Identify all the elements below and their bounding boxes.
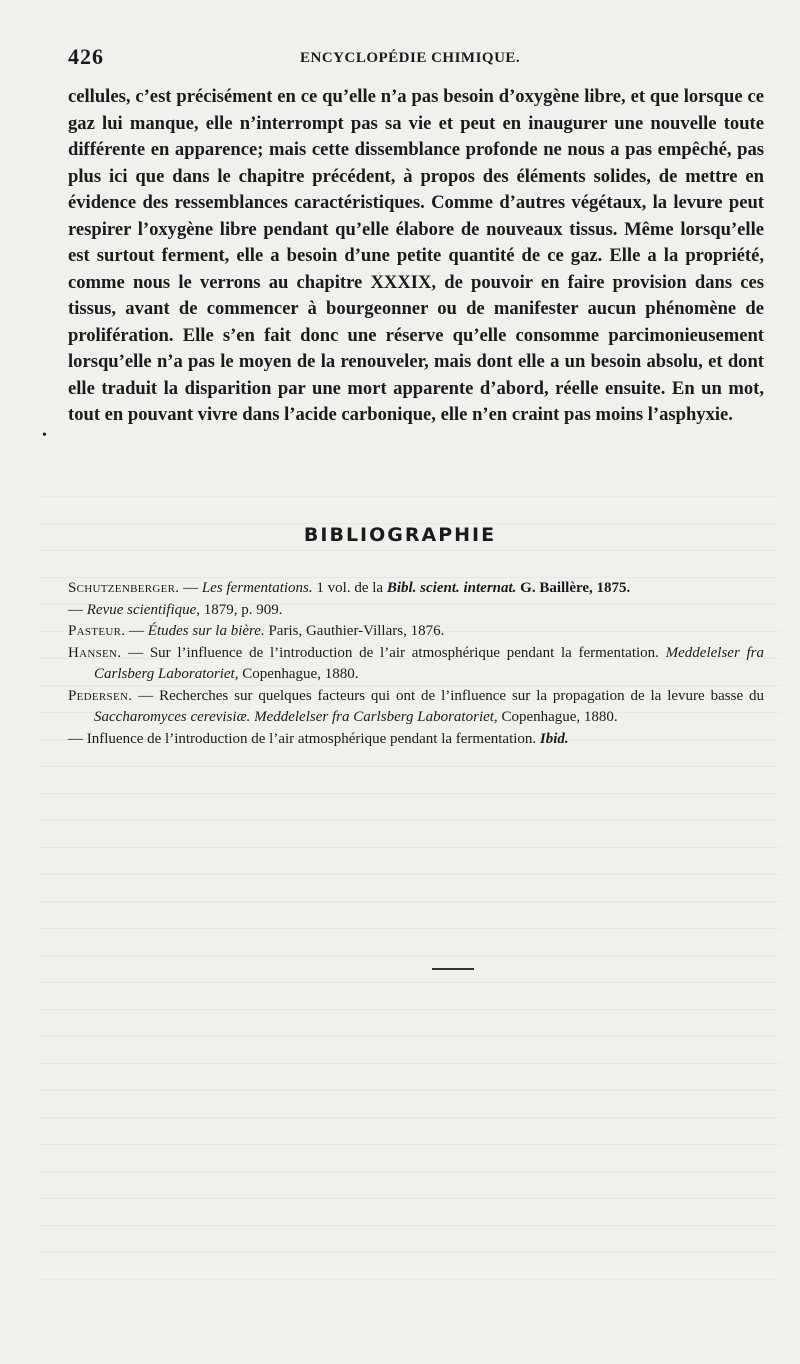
entry-text-end: Copenhague, 1880.	[238, 666, 359, 682]
bibliography-list	[68, 578, 764, 750]
entry-author: Hansen.	[68, 644, 122, 661]
entry-text: 1 vol. de la	[312, 580, 387, 596]
entry-text: Influence de l’introduction de l’air atmosphérique pendant la fermentation.	[86, 730, 540, 747]
entry-title: Les fermentations.	[201, 580, 313, 596]
margin-dot: •	[42, 428, 47, 443]
running-head: ENCYCLOPÉDIE CHIMIQUE.	[300, 50, 521, 66]
page-number: 426	[68, 44, 104, 69]
entry-separator: —	[179, 580, 202, 596]
bibliography-entry	[68, 578, 764, 600]
bibliography-entry	[68, 729, 764, 751]
entry-title: Études sur la bière.	[147, 623, 265, 639]
body-paragraph: cellules, c’est précisément en ce qu’elle n’a pas besoin d’oxygène libre, et que lorsque ce gaz lui manque, elle n’interrompt pas sa vie et peut en inaugurer une nouvelle toute différente en apparence; mais cette dissemblance profonde ne nous a pas empêché, pas plus ici que dans le chapitre précédent, à propos des éléments solides, de mettre en évidence des ressemblances caractéristiques. Comme d’autres végétaux, la levure peut respirer l’oxygène libre pendant qu’elle élabore de nouveaux tissus. Même lorsqu’elle est surtout ferment, elle a besoin d’une petite quantité de ce gaz. Elle a la propriété, comme nous le verrons au chapitre XXXIX, de pouvoir en faire provision dans ces tissus, avant de commencer à bourgeonner ou de manifester aucun phénomène de prolifération. Elle s’en fait donc une réserve qu’elle consomme parcimonieusement lorsqu’elle n’a pas le moyen de la renouveler, mais dont elle a un besoin absolu, et dont elle traduit la disparition par une mort apparente d’abord, réelle ensuite. En un mot, tout en pouvant vivre dans l’acide carbonique, elle n’en craint pas moins l’asphyxie.	[68, 86, 764, 425]
entry-title: Revue scientifique,	[86, 601, 201, 618]
entry-series: Saccharomyces cerevisiæ. Meddelelser fra Carlsberg Laboratoriet,	[94, 709, 498, 725]
entry-author: Schutzenberger.	[68, 580, 180, 596]
section-title: BIBLIOGRAPHIE	[303, 524, 497, 546]
entry-series: Bibl. scient. internat.	[386, 580, 517, 596]
entry-text: 1879, p. 909.	[200, 601, 283, 618]
bibliography-entry	[68, 621, 764, 643]
entry-separator: —	[121, 644, 150, 661]
entry-author: Pedersen.	[68, 687, 133, 704]
page-header	[68, 44, 760, 70]
entry-separator: —	[68, 601, 87, 618]
entry-series: Meddelelser fra Carlsberg Laboratoriet,	[94, 644, 765, 682]
bibliography-entry	[68, 600, 764, 622]
end-rule	[432, 968, 474, 970]
entry-separator: —	[132, 687, 160, 704]
entry-text-end: G. Baillère, 1875.	[516, 580, 631, 596]
entry-text-end: Copenhague, 1880.	[497, 709, 618, 725]
entry-separator: —	[68, 730, 87, 747]
entry-text: Paris, Gauthier-Villars, 1876.	[264, 623, 445, 639]
body-text	[68, 84, 764, 429]
entry-separator: —	[125, 623, 148, 639]
entry-author: Pasteur.	[68, 623, 126, 639]
bibliography-entry	[68, 686, 764, 729]
entry-series: Ibid.	[539, 730, 569, 747]
entry-text: Recherches sur quelques facteurs qui ont de l’influence sur la propagation de la levure basse du	[159, 687, 764, 704]
bibliography-entry	[68, 643, 764, 686]
entry-text: Sur l’influence de l’introduction de l’air atmosphérique pendant la fermentation.	[149, 644, 666, 661]
